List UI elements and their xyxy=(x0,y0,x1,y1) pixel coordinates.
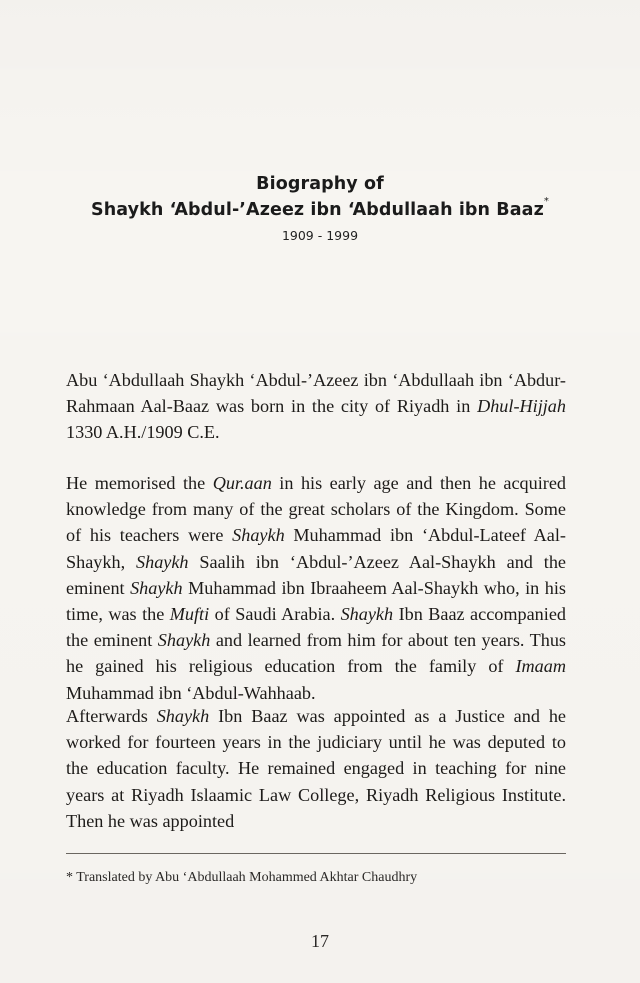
text-span: in his early age and then he acquired knowledge from many of the great scholars of the Kingdom. Some of his teachers were xyxy=(66,473,566,546)
italic-term: Shaykh xyxy=(156,706,210,726)
page-number: 17 xyxy=(311,931,329,951)
text-span: Ibn Baaz was appointed as a Justice and he worked for fourteen years in the judiciary until he was deputed to the education faculty. He remained engaged in teaching for nine years at Riyadh Islaamic Law College, Riyadh Religious Institute. Then he was appointed xyxy=(66,706,566,831)
italic-term: Dhul-Hijjah xyxy=(477,396,566,417)
paragraph-career xyxy=(66,703,566,834)
footnote-text: * Translated by Abu ‘Abdullaah Mohammed Akhtar Chaudhry xyxy=(66,870,418,885)
title-line-2 xyxy=(0,196,640,220)
italic-term: Shaykh xyxy=(232,525,285,546)
italic-term: Shaykh xyxy=(136,551,189,572)
text-span: Muhammad ibn ‘Abdul-Wahhaab. xyxy=(66,682,316,703)
title-name: Shaykh ‘Abdul-’Azeez ibn ‘Abdullaah ibn Baaz xyxy=(91,200,544,220)
text-span: 1330 A.H./1909 C.E. xyxy=(66,422,220,443)
paragraph-birth xyxy=(66,367,566,446)
footnote-marker: * xyxy=(543,196,549,208)
italic-term: Qur.aan xyxy=(212,473,272,493)
italic-term: Mufti xyxy=(169,604,210,625)
italic-term: Shaykh xyxy=(157,630,211,651)
text-span: Muhammad ibn Ibraaheem Aal-Shaykh who, in his time, was the xyxy=(66,577,566,625)
text-span: Saalih ibn ‘Abdul-’Azeez Aal-Shaykh and the eminent xyxy=(66,551,566,598)
text-span: Muhammad ibn ‘Abdul-Lateef Aal-Shaykh, xyxy=(66,525,566,572)
paragraph-education xyxy=(66,470,566,706)
text-span: He memorised the xyxy=(66,473,213,493)
text-span: Afterwards xyxy=(66,706,157,726)
title-line-1: Biography of xyxy=(256,174,384,194)
text-span: and learned from him for about ten years. Thus he gained his religious education from the family of xyxy=(66,630,566,677)
italic-term: Imaam xyxy=(515,656,566,677)
italic-term: Shaykh xyxy=(130,577,183,598)
text-span: Ibn Baaz accompanied the eminent xyxy=(66,604,566,651)
footnote-divider xyxy=(66,853,566,854)
text-span: of Saudi Arabia. xyxy=(209,604,341,625)
lifespan-years: 1909 - 1999 xyxy=(281,228,359,243)
text-span: Abu ‘Abdullaah Shaykh ‘Abdul-’Azeez ibn ‘Abdullaah ibn ‘Abdur-Rahmaan Aal-Baaz was born in the city of Riyadh in xyxy=(66,370,566,417)
italic-term: Shaykh xyxy=(340,604,394,625)
